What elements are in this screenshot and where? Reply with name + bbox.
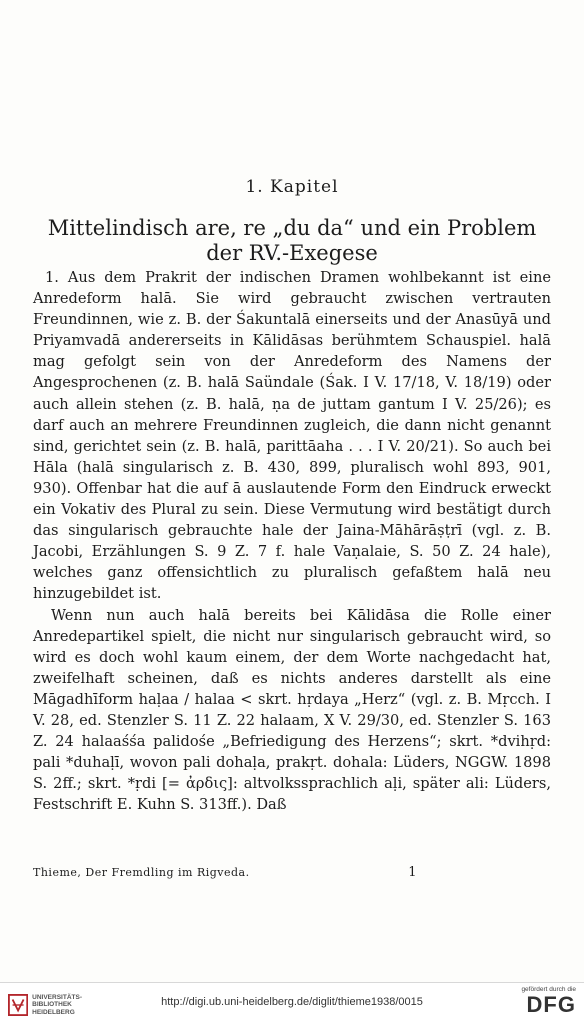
chapter-heading: 1. Kapitel <box>245 177 339 197</box>
title-line-1: Mittelindisch are, re „du da“ und ein Problem <box>47 216 537 240</box>
page-footer <box>33 866 551 879</box>
permalink-url[interactable]: http://digi.ub.uni-heidelberg.de/diglit/thieme1938/0015 <box>161 996 423 1008</box>
library-name: UNIVERSITÄTS- BIBLIOTHEK HEIDELBERG <box>32 993 82 1016</box>
dfg-wordmark: DFG <box>526 992 576 1017</box>
title-line-2: der RV.-Exegese <box>206 241 378 265</box>
body-text <box>33 267 551 815</box>
footer-running-title: Thieme, Der Fremdling im Rigveda. <box>33 866 250 879</box>
digitization-bar <box>0 982 584 1027</box>
paragraph-1: 1. Aus dem Prakrit der indischen Dramen wohlbekannt ist eine Anredeform halā. Sie wird gebraucht zwischen vertrauten Freundinnen, wie z. B. der Śakuntalā einerseits und der Anasūyā und Priyamvadā andererseits in Kālidāsas berühmtem Schauspiel. halā mag gefolgt sein von der Anredeform des Namens der Angesprochenen (z. B. halā Saündale (Śak. I V. 17/18, V. 18/19) oder auch allein stehen (z. B. halā, ṇa de juttam gantum I V. 25/26); es darf auch an mehrere Freundinnen zugleich, die dann nicht genannt sind, gerichtet sein (z. B. halā, parittāaha . . . I V. 20/21). So auch bei Hāla (halā singularisch z. B. 430, 899, pluralisch wohl 893, 901, 930). Offenbar hat die auf ā auslautende Form den Eindruck erweckt ein Vokativ des Plural zu sein. Diese Vermutung wird bestätigt durch das singularisch gebrauchte hale der Jaina-Māhārāṣṭrī (vgl. z. B. Jacobi, Erzählungen S. 9 Z. 7 f. hale Vaṇalaie, S. 50 Z. 24 hale), welches ganz offensichtlich zu pluralisch gefaßtem halā neu hinzugebildet ist. <box>33 269 551 603</box>
sponsor-caption: gefördert durch die <box>521 986 576 993</box>
dfg-logo[interactable] <box>504 986 576 1017</box>
page-number: 1 <box>408 865 417 880</box>
chapter-title <box>30 216 554 266</box>
paragraph-2: Wenn nun auch halā bereits bei Kālidāsa die Rolle einer Anredepartikel spielt, die nicht nur singularisch gebraucht wird, so wird es doch wohl kaum einem, der dem Worte nachgedacht hat, zweifelhaft scheinen, daß es nichts anderes darstellt als eine Māgadhīform haḷaa / halaa < skrt. hṛdaya „Herz“ (vgl. z. B. Mṛcch. I V. 28, ed. Stenzler S. 11 Z. 22 halaam, X V. 29/30, ed. Stenzler S. 163 Z. 24 halaaśśa palidośe „Befriedigung des Herzens“; skrt. *dvihṛd: pali *duhaḷī, wovon pali dohaḷa, prakṛt. dohala: Lüders, NGGW. 1898 S. 2ff.; skrt. *ṛdi [= ἀρδις]: altvolkssprachlich aḷi, später ali: Lüders, Festschrift E. Kuhn S. 313ff.). Daß <box>33 606 551 814</box>
